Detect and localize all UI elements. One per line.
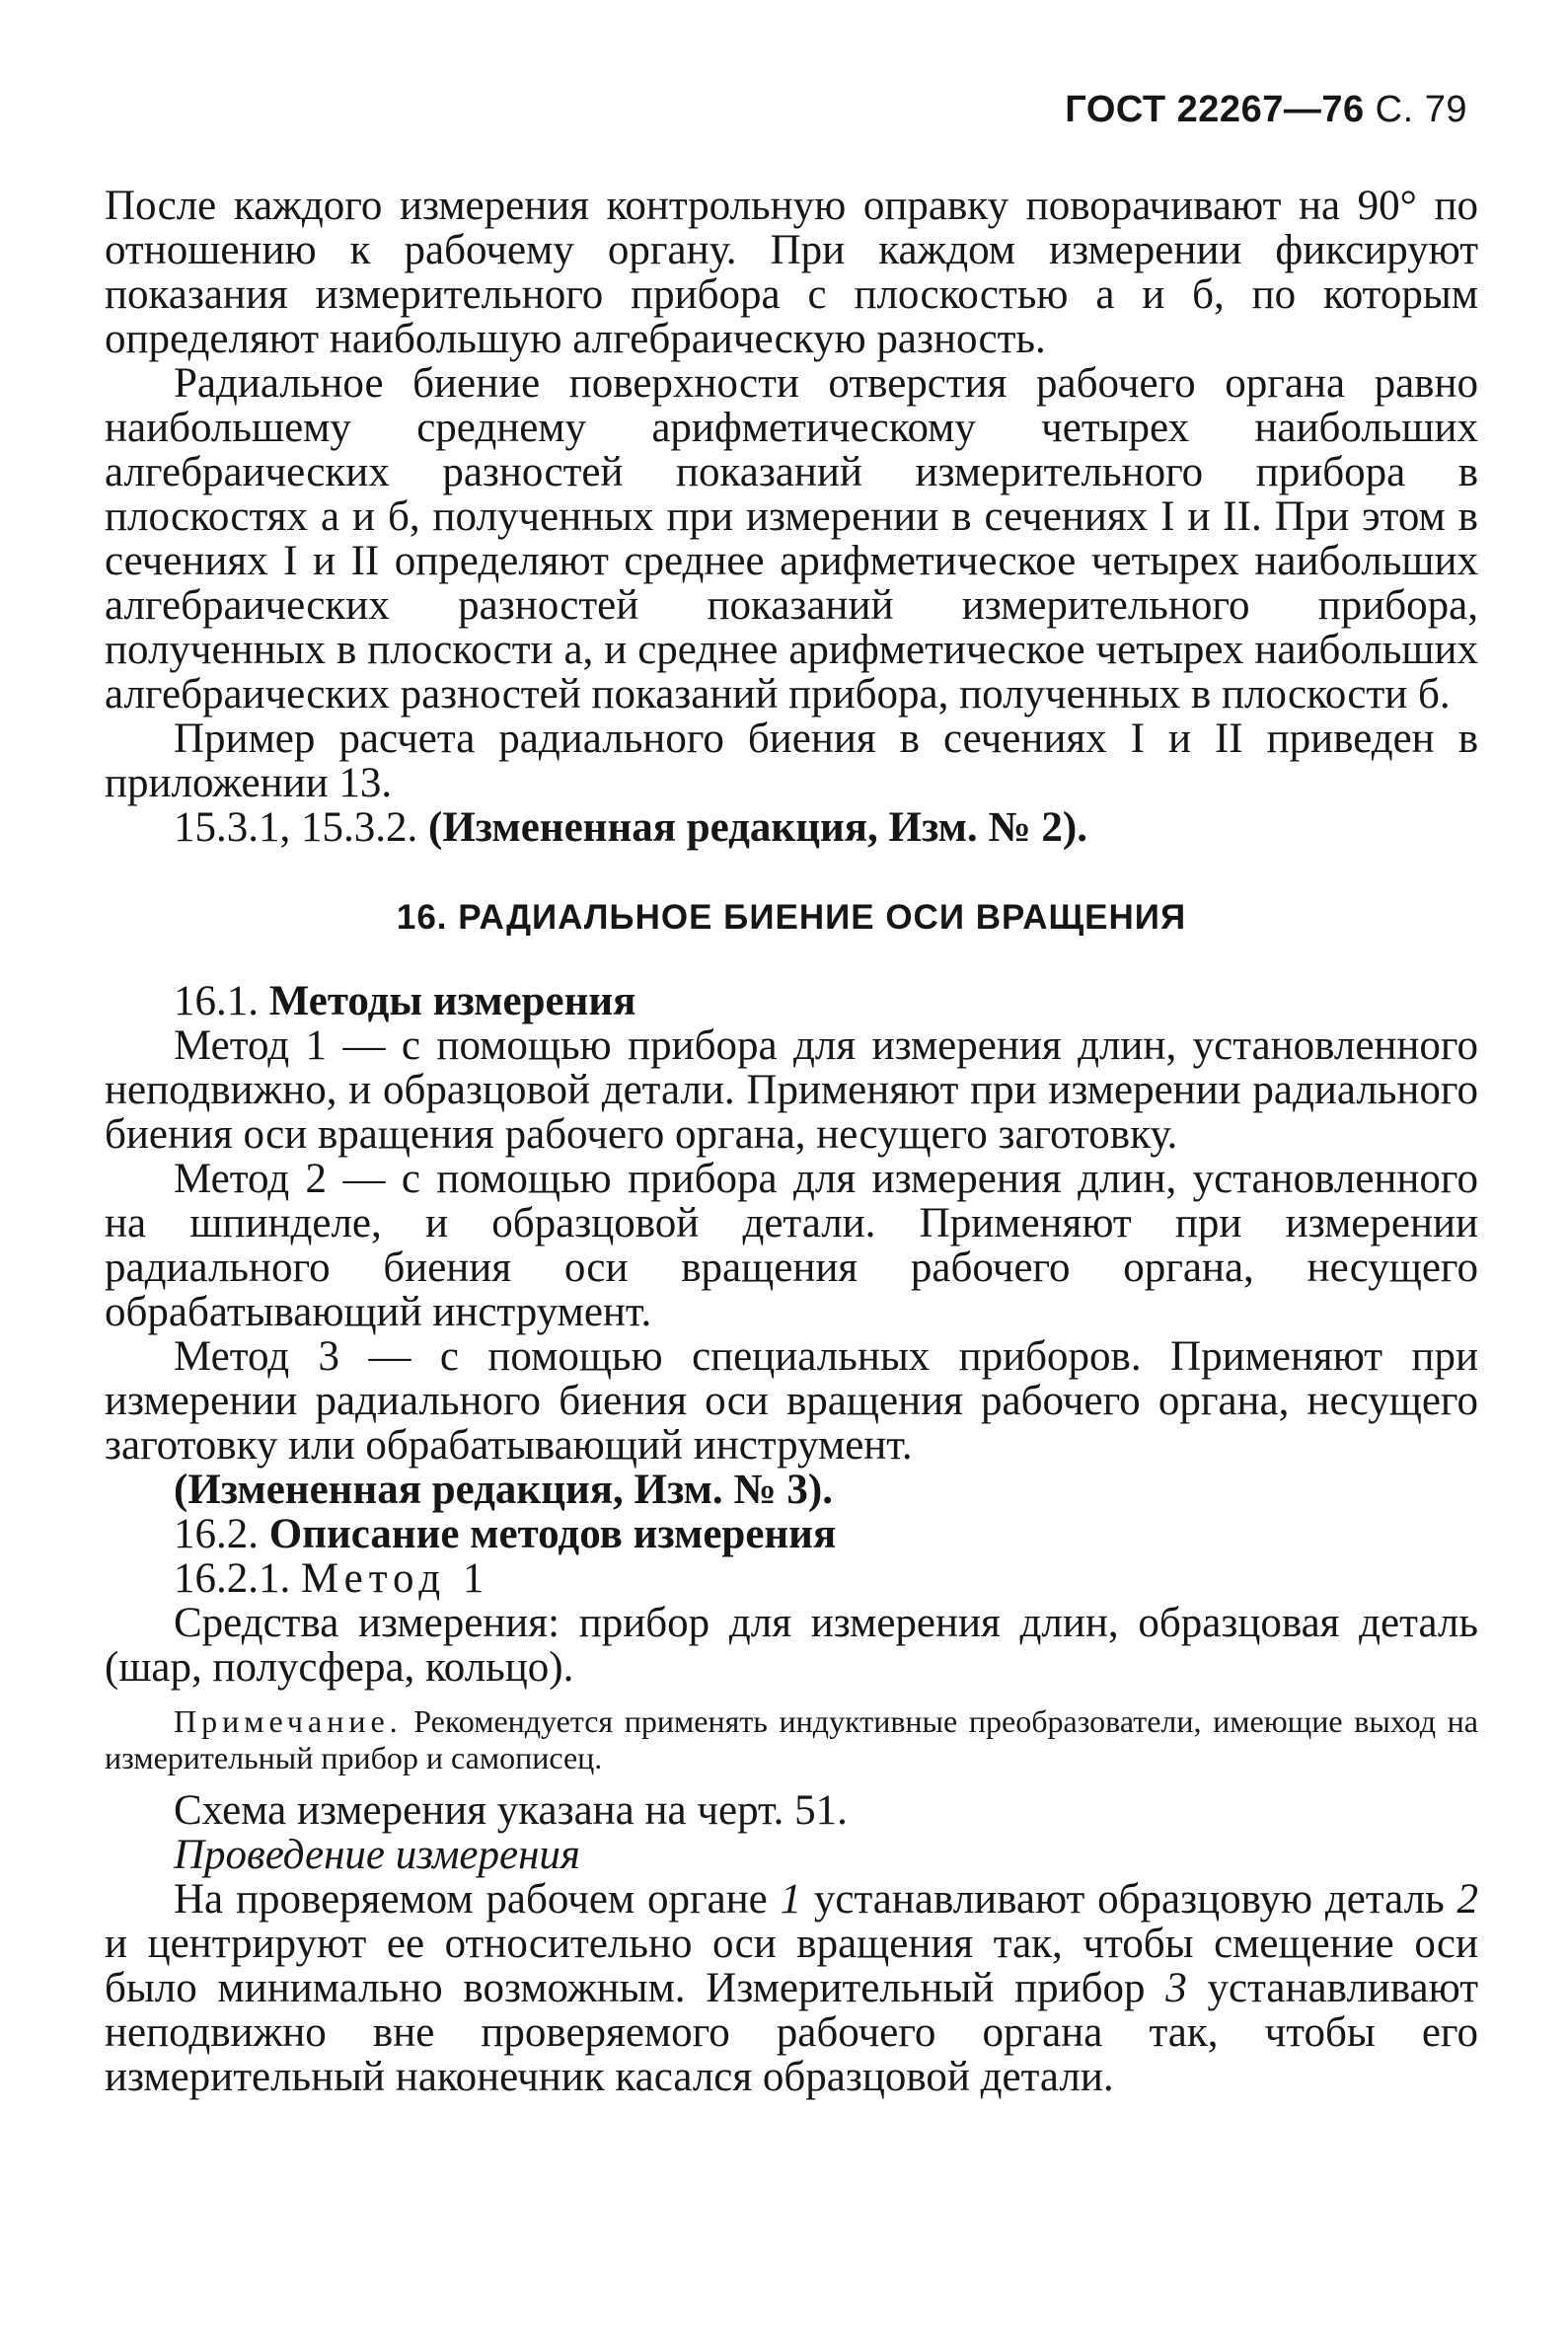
method-1-paragraph: Метод 1 — с помощью прибора для измерения длин, установленного неподвижно, и образцовой детали. Применяют при измерении радиального биения оси вращения рабочего органа, несущего заготовку. bbox=[105, 1022, 1478, 1158]
procedure-text: и центрируют ее относительно оси вращения так, чтобы смещение оси было минимально возможным. Измерительный прибор bbox=[105, 1921, 1478, 2011]
page-body bbox=[105, 184, 1478, 2099]
item-number: 3 bbox=[1165, 1965, 1187, 2011]
note-label: Примечание. bbox=[174, 1703, 403, 1739]
page-header bbox=[1065, 89, 1467, 131]
method-3-paragraph: Метод 3 — с помощью специальных приборов. Применяют при измерении радиального биения оси вращения рабочего органа, несущего заготовку или обрабатывающий инструмент. bbox=[105, 1333, 1478, 1469]
scheme-reference: Схема измерения указана на черт. 51. bbox=[174, 1787, 848, 1834]
procedure-text: На проверяемом рабочем органе bbox=[174, 1876, 781, 1923]
procedure-heading: Проведение измерения bbox=[174, 1832, 580, 1878]
subsection-number: 16.1. bbox=[174, 978, 259, 1024]
procedure-text: устанавливают образцовую деталь bbox=[801, 1876, 1457, 1923]
procedure-paragraph bbox=[105, 1877, 1478, 2099]
section-title: 16. РАДИАЛЬНОЕ БИЕНИЕ ОСИ ВРАЩЕНИЯ bbox=[396, 898, 1187, 937]
method-2-paragraph: Метод 2 — с помощью прибора для измерения длин, установленного на шпинделе, и образцовой детали. Применяют при измерении радиального биения оси вращения рабочего органа, несущего обрабатывающий инструмент. bbox=[105, 1156, 1478, 1335]
subsection-title: Описание методов измерения bbox=[268, 1511, 837, 1557]
amendment-note-3: (Измененная редакция, Изм. № 3). bbox=[174, 1467, 833, 1513]
procedure-text: устанавливают неподвижно вне проверяемого рабочего органа так, чтобы его измерительный наконечник касался образцовой детали. bbox=[105, 1965, 1478, 2100]
amendment-ref: 15.3.1, 15.3.2. bbox=[174, 804, 418, 851]
measuring-means-paragraph: Средства измерения: прибор для измерения длин, образцовая деталь (шар, полусфера, кольцо). bbox=[105, 1600, 1478, 1691]
note-paragraph bbox=[105, 1703, 1478, 1776]
subsection-16-2 bbox=[105, 1512, 1478, 1556]
paragraph-example-reference: Пример расчета радиального биения в сечениях I и II приведен в приложении 13. bbox=[105, 716, 1478, 806]
amendment-note-2 bbox=[105, 805, 1478, 850]
item-number: 1 bbox=[780, 1876, 802, 1923]
subsection-number: 16.2.1. bbox=[174, 1555, 291, 1602]
subsection-number: 16.2. bbox=[174, 1511, 259, 1557]
standard-number: ГОСТ 22267—76 bbox=[1065, 89, 1365, 130]
subsection-16-2-1 bbox=[105, 1556, 1478, 1601]
page-number: С. 79 bbox=[1375, 89, 1467, 130]
subsection-title: Метод 1 bbox=[301, 1555, 490, 1602]
item-number: 2 bbox=[1456, 1876, 1478, 1923]
subsection-title: Методы измерения bbox=[268, 978, 636, 1024]
amendment-text: (Измененная редакция, Изм. № 2). bbox=[428, 804, 1087, 851]
paragraph-rotation: После каждого измерения контрольную оправку поворачивают на 90° по отношению к рабочему органу. При каждом измерении фиксируют показания измерительного прибора с плоскостью а и б, по которым определяют наибольшую алгебраическую разность. bbox=[105, 183, 1478, 362]
subsection-16-1 bbox=[105, 979, 1478, 1023]
note-text: Рекомендуется применять индуктивные преобразователи, имеющие выход на измерительный прибор и самописец. bbox=[105, 1703, 1479, 1775]
paragraph-radial-runout-surface: Радиальное биение поверхности отверстия рабочего органа равно наибольшему среднему арифметическому четырех наибольших алгебраических разностей показаний измерительного прибора в плоскостях а и б, полученных при измерении в сечениях I и II. При этом в сечениях I и II определяют среднее арифметическое четырех наибольших алгебраических разностей показаний измерительного прибора, полученных в плоскости а, и среднее арифметическое четырех наибольших алгебраических разностей показаний прибора, полученных в плоскости б. bbox=[105, 360, 1478, 717]
